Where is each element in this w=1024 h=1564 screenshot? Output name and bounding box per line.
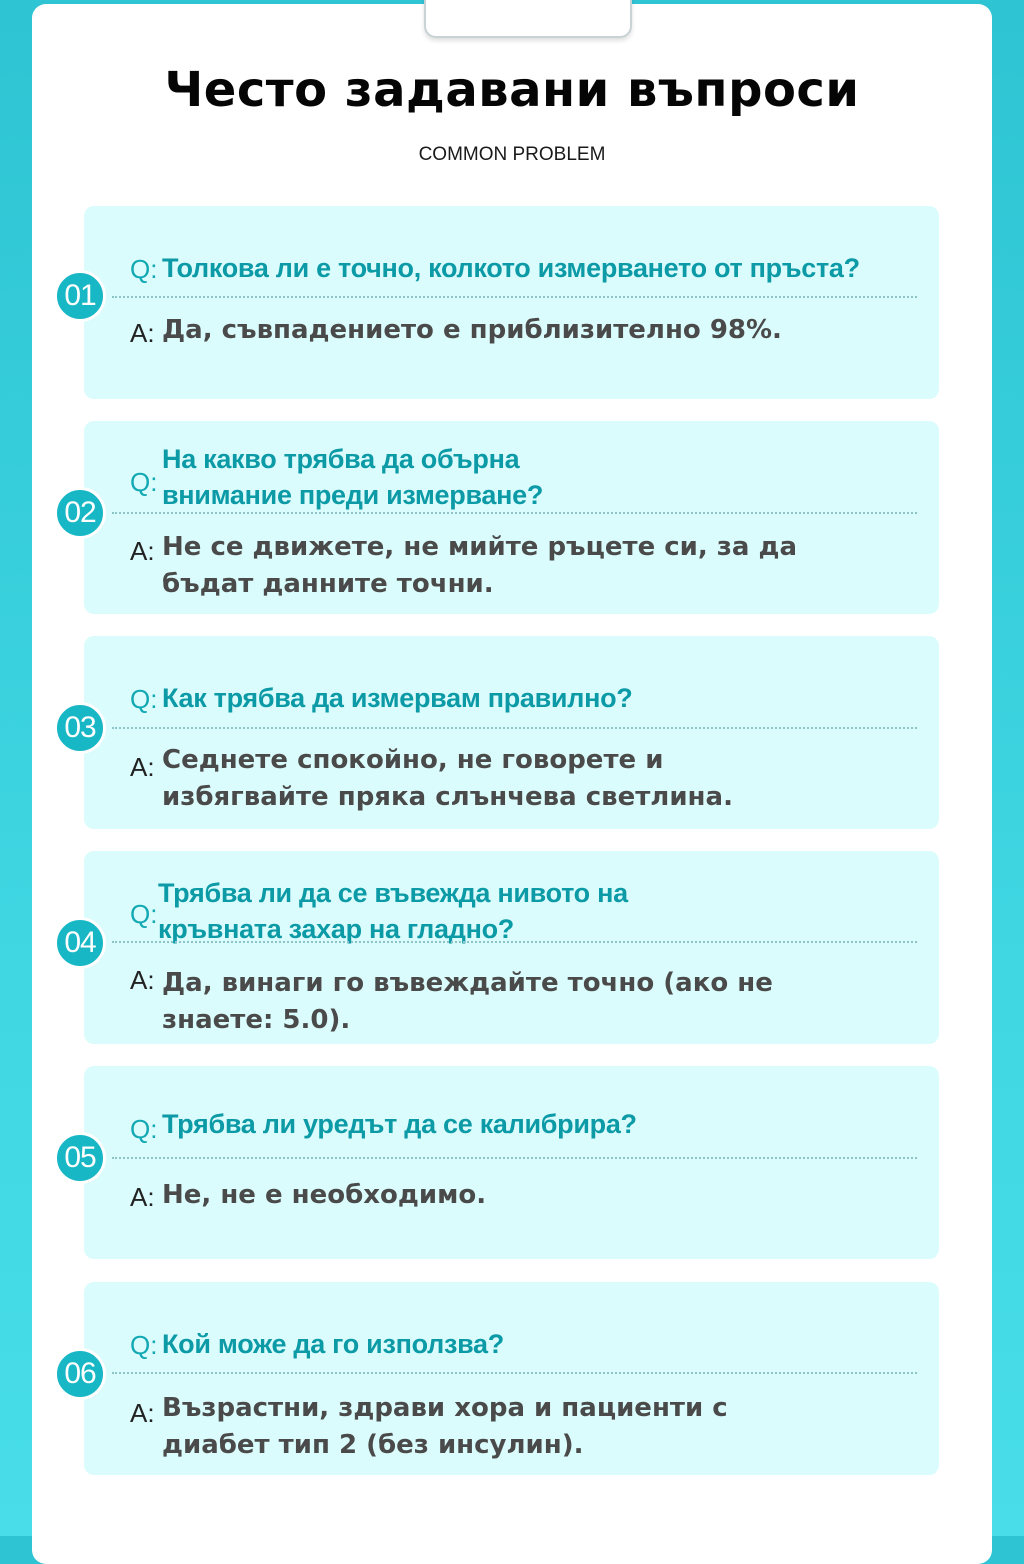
faq-answer: Да, винаги го въвеждайте точно (ако не знаете: 5.0). xyxy=(162,968,773,1035)
dotted-divider xyxy=(112,296,917,298)
faq-card-2 xyxy=(64,421,939,614)
faq-answer: Не, не е необходимо. xyxy=(162,1180,487,1210)
faq-answer: Възрастни, здрави хора и пациенти с диабет тип 2 (без инсулин). xyxy=(162,1393,728,1460)
faq-card-6 xyxy=(64,1282,939,1475)
faq-card-1 xyxy=(64,206,939,399)
answer-mark-label: A: xyxy=(130,965,155,995)
dotted-divider xyxy=(112,1372,917,1374)
faq-question: На какво трябва да обърна внимание преди измерване? xyxy=(162,444,544,510)
faq-number-badge: 01 xyxy=(54,270,106,322)
dotted-divider xyxy=(112,727,917,729)
answer-mark-label: A: xyxy=(130,1398,155,1428)
faq-question: Толкова ли е точно, колкото измерването от пръста? xyxy=(162,253,860,283)
answer-mark-label: A: xyxy=(130,318,155,348)
page-subtitle: COMMON PROBLEM xyxy=(418,144,606,165)
faq-number-badge: 05 xyxy=(54,1132,106,1184)
faq-question: Кой може да го използва? xyxy=(162,1329,504,1359)
dotted-divider xyxy=(112,941,917,943)
question-mark-label: Q: xyxy=(130,254,158,284)
answer-mark-label: A: xyxy=(130,752,155,782)
clipboard-clip xyxy=(424,0,632,38)
question-mark-label: Q: xyxy=(130,684,158,714)
faq-card-5 xyxy=(64,1066,939,1259)
dotted-divider xyxy=(112,1157,917,1159)
faq-number-badge: 04 xyxy=(54,917,106,969)
faq-question: Трябва ли уредът да се калибрира? xyxy=(162,1109,637,1139)
faq-card-3 xyxy=(64,636,939,829)
faq-card-4 xyxy=(64,851,939,1044)
answer-mark-label: A: xyxy=(130,1182,155,1212)
faq-question: Как трябва да измервам правилно? xyxy=(162,683,633,713)
faq-number-badge: 02 xyxy=(54,487,106,539)
faq-number-badge: 06 xyxy=(54,1348,106,1400)
answer-mark-label: A: xyxy=(130,536,155,566)
question-mark-label: Q: xyxy=(130,1330,158,1360)
faq-question: Трябва ли да се въвежда нивото на кръвната захар на гладно? xyxy=(158,878,628,944)
question-mark-label: Q: xyxy=(130,899,158,929)
faq-answer: Седнете спокойно, не говорете и избягвайте пряка слънчева светлина. xyxy=(162,745,733,812)
question-mark-label: Q: xyxy=(130,1114,158,1144)
faq-answer: Да, съвпадението е приблизително 98%. xyxy=(162,315,782,345)
page-title: Често задавани въпроси xyxy=(164,62,860,118)
faq-answer: Не се движете, не мийте ръцете си, за да бъдат данните точни. xyxy=(162,532,798,599)
question-mark-label: Q: xyxy=(130,467,158,497)
faq-number-badge: 03 xyxy=(54,702,106,754)
dotted-divider xyxy=(112,512,917,514)
